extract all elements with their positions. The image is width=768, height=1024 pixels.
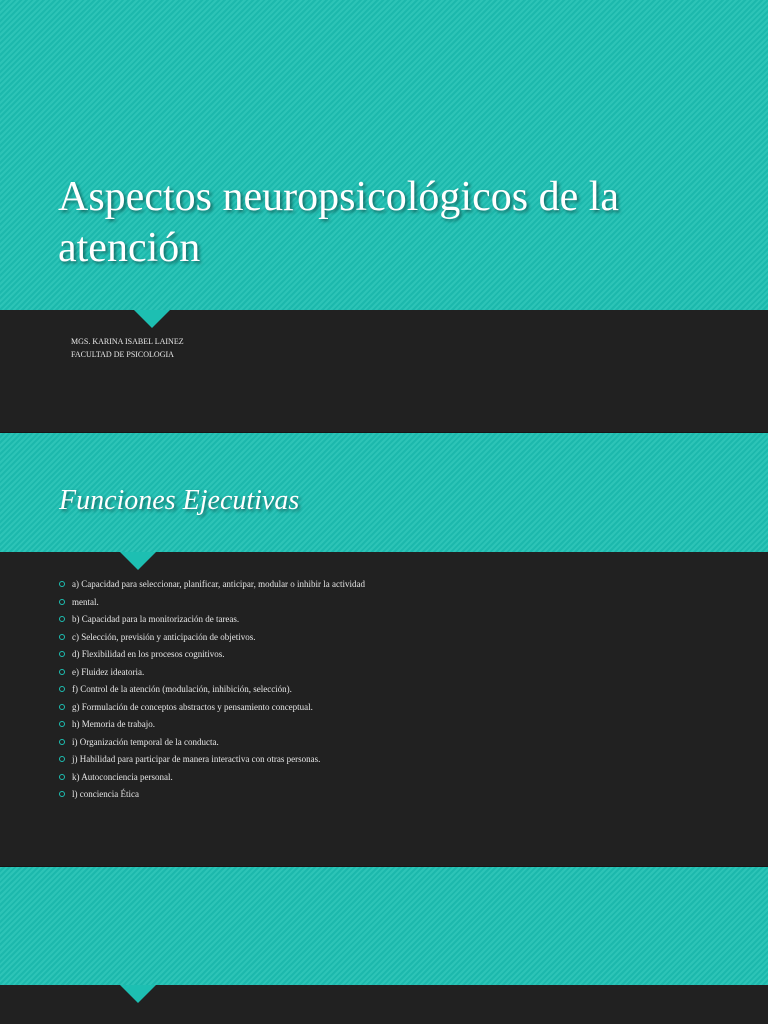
list-item-text: a) Capacidad para seleccionar, planificar, anticipar, modular o inhibir la actividad — [72, 579, 366, 589]
list-item — [59, 629, 365, 647]
hollow-circle-bullet-icon — [59, 739, 65, 745]
list-item-text: b) Capacidad para la monitorización de tareas. — [72, 614, 240, 624]
slide-1-title: Aspectos neuropsicológicos de la atención — [58, 174, 620, 271]
hollow-circle-bullet-icon — [59, 756, 65, 762]
hollow-circle-bullet-icon — [59, 686, 65, 692]
hollow-circle-bullet-icon — [59, 721, 65, 727]
subtitle-panel — [0, 310, 768, 432]
slide-1 — [0, 0, 768, 432]
list-item-text: f) Control de la atención (modulación, inhibición, selección). — [72, 684, 292, 694]
author-line: MGS. KARINA ISABEL LAINEZ — [71, 337, 184, 346]
list-item — [59, 769, 365, 787]
notch-arrow — [120, 552, 156, 570]
content-panel — [0, 985, 768, 1024]
list-item — [59, 751, 365, 769]
list-item-text: k) Autoconciencia personal. — [72, 771, 173, 782]
list-item-text: mental. — [72, 596, 99, 607]
list-item-text: h) Memoria de trabajo. — [72, 719, 155, 729]
list-item-text: j) Habilidad para participar de manera interactiva con otras personas. — [72, 754, 321, 764]
hollow-circle-bullet-icon — [59, 651, 65, 657]
hollow-circle-bullet-icon — [59, 634, 65, 640]
hollow-circle-bullet-icon — [59, 774, 65, 780]
list-item — [59, 576, 365, 594]
hollow-circle-bullet-icon — [59, 669, 65, 675]
faculty-line: FACULTAD DE PSICOLOGIA — [71, 350, 174, 359]
list-item — [59, 699, 365, 717]
list-item-text: c) Selección, previsión y anticipación de objetivos. — [72, 631, 256, 642]
list-item — [59, 664, 365, 682]
list-item-text: l) conciencia Ética — [72, 789, 139, 799]
list-item — [59, 734, 365, 752]
notch-arrow — [120, 985, 156, 1003]
list-item — [59, 716, 365, 734]
hollow-circle-bullet-icon — [59, 616, 65, 622]
list-item — [59, 646, 365, 664]
hollow-circle-bullet-icon — [59, 599, 65, 605]
list-item-text: i) Organización temporal de la conducta. — [72, 736, 219, 747]
title-band — [0, 867, 768, 985]
hollow-circle-bullet-icon — [59, 704, 65, 710]
list-item — [59, 611, 365, 629]
list-item — [59, 681, 365, 699]
notch-arrow — [134, 310, 170, 328]
hollow-circle-bullet-icon — [59, 581, 65, 587]
hollow-circle-bullet-icon — [59, 791, 65, 797]
list-item — [59, 786, 365, 804]
slide-3 — [0, 867, 768, 1024]
list-item-text: g) Formulación de conceptos abstractos y pensamiento conceptual. — [72, 701, 313, 712]
slide-2 — [0, 433, 768, 866]
list-item — [59, 594, 365, 612]
slide-1-subtitle — [71, 335, 184, 361]
list-item-text: d) Flexibilidad en los procesos cognitivos. — [72, 649, 225, 659]
slide-2-title: Funciones Ejecutivas — [59, 485, 300, 516]
list-item-text: e) Fluidez ideatoria. — [72, 666, 145, 677]
bullet-list — [59, 576, 365, 804]
